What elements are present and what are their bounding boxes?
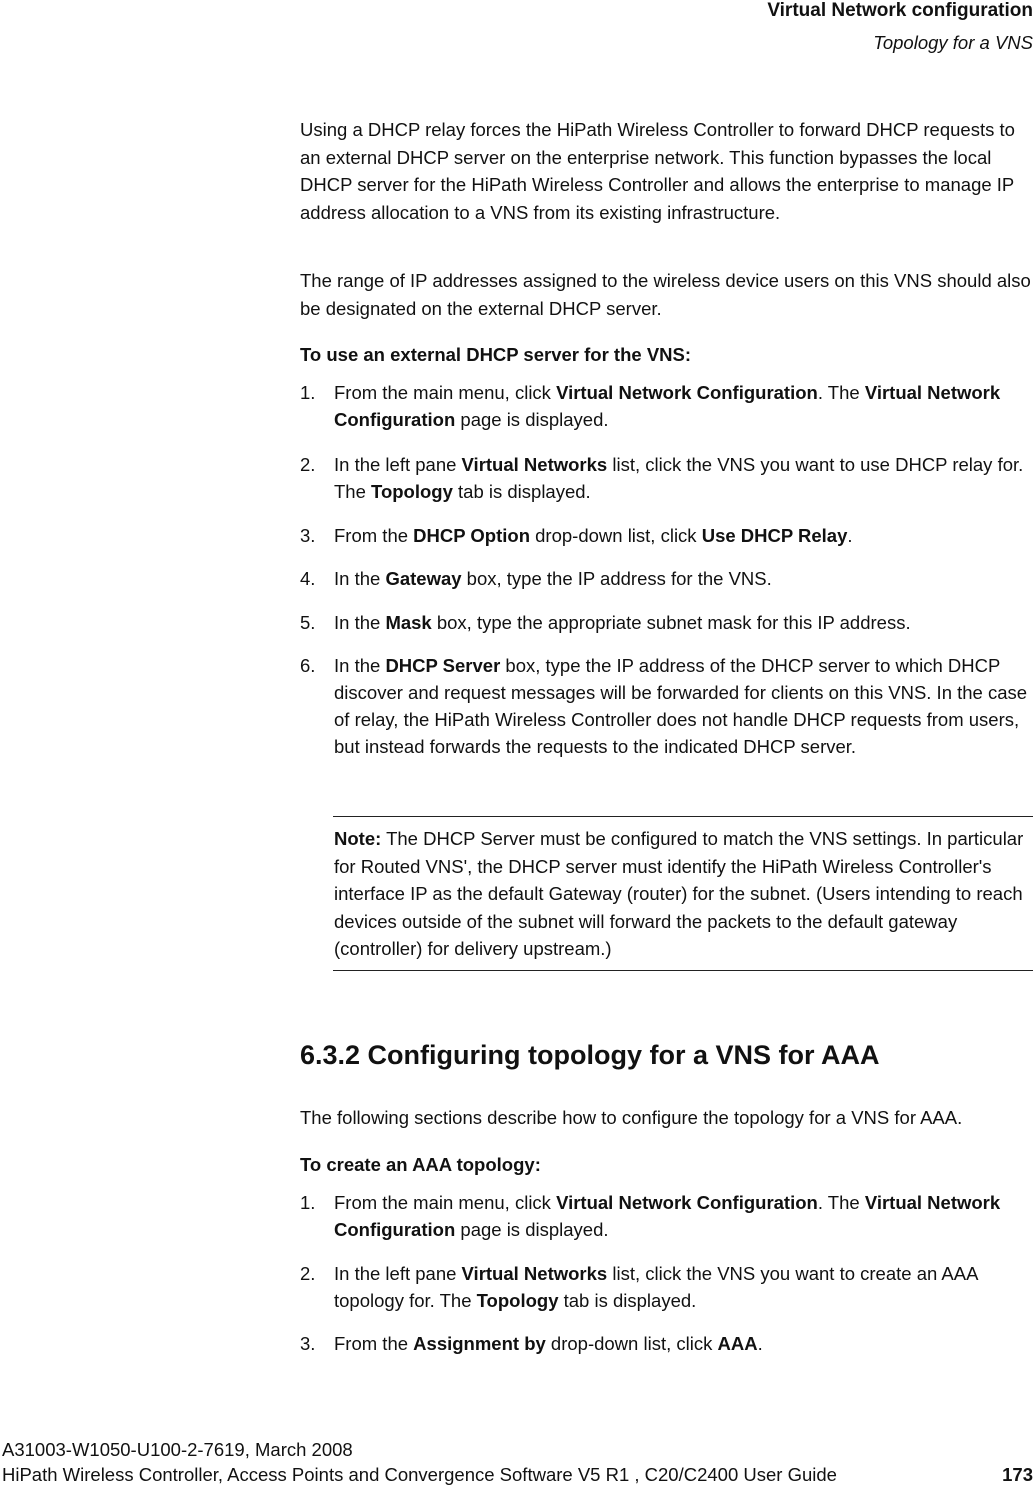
step-number: 3.	[300, 525, 316, 546]
step-number: 2.	[300, 454, 316, 475]
step-number: 1.	[300, 1192, 316, 1213]
procedure-title-aaa: To create an AAA topology:	[300, 1154, 541, 1175]
paragraph-dhcp-relay: Using a DHCP relay forces the HiPath Wireless Controller to forward DHCP requests to an external DHCP server on the enterprise network. This function bypasses the local DHCP server for the HiPath Wireless Controller and allows the enterprise to manage IP address allocation to a VNS from its existing infrastructure.	[300, 119, 1015, 223]
step-number: 6.	[300, 655, 316, 676]
proc1-step: 4. In the Gateway box, type the IP address for the VNS.	[300, 565, 1033, 592]
proc1-step: 3. From the DHCP Option drop-down list, click Use DHCP Relay.	[300, 522, 1033, 549]
paragraph-ip-range: The range of IP addresses assigned to the wireless device users on this VNS should also be designated on the external DHCP server.	[300, 270, 1031, 319]
proc2-step: 1. From the main menu, click Virtual Network Configuration. The Virtual Network Configuration page is displayed.	[300, 1189, 1033, 1243]
running-header-chapter: Virtual Network configuration	[767, 0, 1033, 21]
proc2-step: 2. In the left pane Virtual Networks list, click the VNS you want to create an AAA topology for. The Topology tab is displayed.	[300, 1260, 1033, 1314]
proc1-step: 6. In the DHCP Server box, type the IP address of the DHCP server to which DHCP discover and request messages will be forwarded for clients on this VNS. In the case of relay, the HiPath Wireless Controller does not handle DHCP requests from users, but instead forwards the requests to the indicated DHCP server.	[300, 652, 1033, 760]
footer-doc-id: A31003-W1050-U100-2-7619, March 2008	[2, 1439, 353, 1460]
page-number: 173	[1002, 1464, 1033, 1485]
note-rule-bottom	[333, 970, 1033, 971]
footer-guide-title: HiPath Wireless Controller, Access Points and Convergence Software V5 R1 , C20/C2400 User Guide	[2, 1464, 837, 1485]
step-number: 3.	[300, 1333, 316, 1354]
proc1-step: 1. From the main menu, click Virtual Network Configuration. The Virtual Network Configuration page is displayed.	[300, 379, 1033, 433]
note-label: Note:	[334, 828, 382, 849]
paragraph-aaa-intro: The following sections describe how to configure the topology for a VNS for AAA.	[300, 1107, 963, 1128]
step-number: 2.	[300, 1263, 316, 1284]
section-heading: 6.3.2 Configuring topology for a VNS for AAA	[300, 1040, 880, 1070]
procedure-title-dhcp: To use an external DHCP server for the VNS:	[300, 344, 692, 365]
proc1-step: 5. In the Mask box, type the appropriate subnet mask for this IP address.	[300, 609, 1033, 636]
note-text: The DHCP Server must be configured to match the VNS settings. In particular for Routed VNS', the DHCP server must identify the HiPath Wireless Controller's interface IP as the default Gateway (router) for the subnet. (Users intending to reach devices outside of the subnet will forward the packets to the default gateway (controller) for delivery upstream.)	[334, 828, 1024, 959]
step-number: 4.	[300, 568, 316, 589]
proc2-step: 3. From the Assignment by drop-down list, click AAA.	[300, 1330, 1033, 1357]
step-number: 1.	[300, 382, 316, 403]
note-rule-top	[333, 816, 1033, 817]
note-box	[334, 825, 1033, 963]
running-header-section: Topology for a VNS	[873, 32, 1033, 53]
step-number: 5.	[300, 612, 316, 633]
proc1-step: 2. In the left pane Virtual Networks list, click the VNS you want to use DHCP relay for. The Topology tab is displayed.	[300, 451, 1033, 505]
